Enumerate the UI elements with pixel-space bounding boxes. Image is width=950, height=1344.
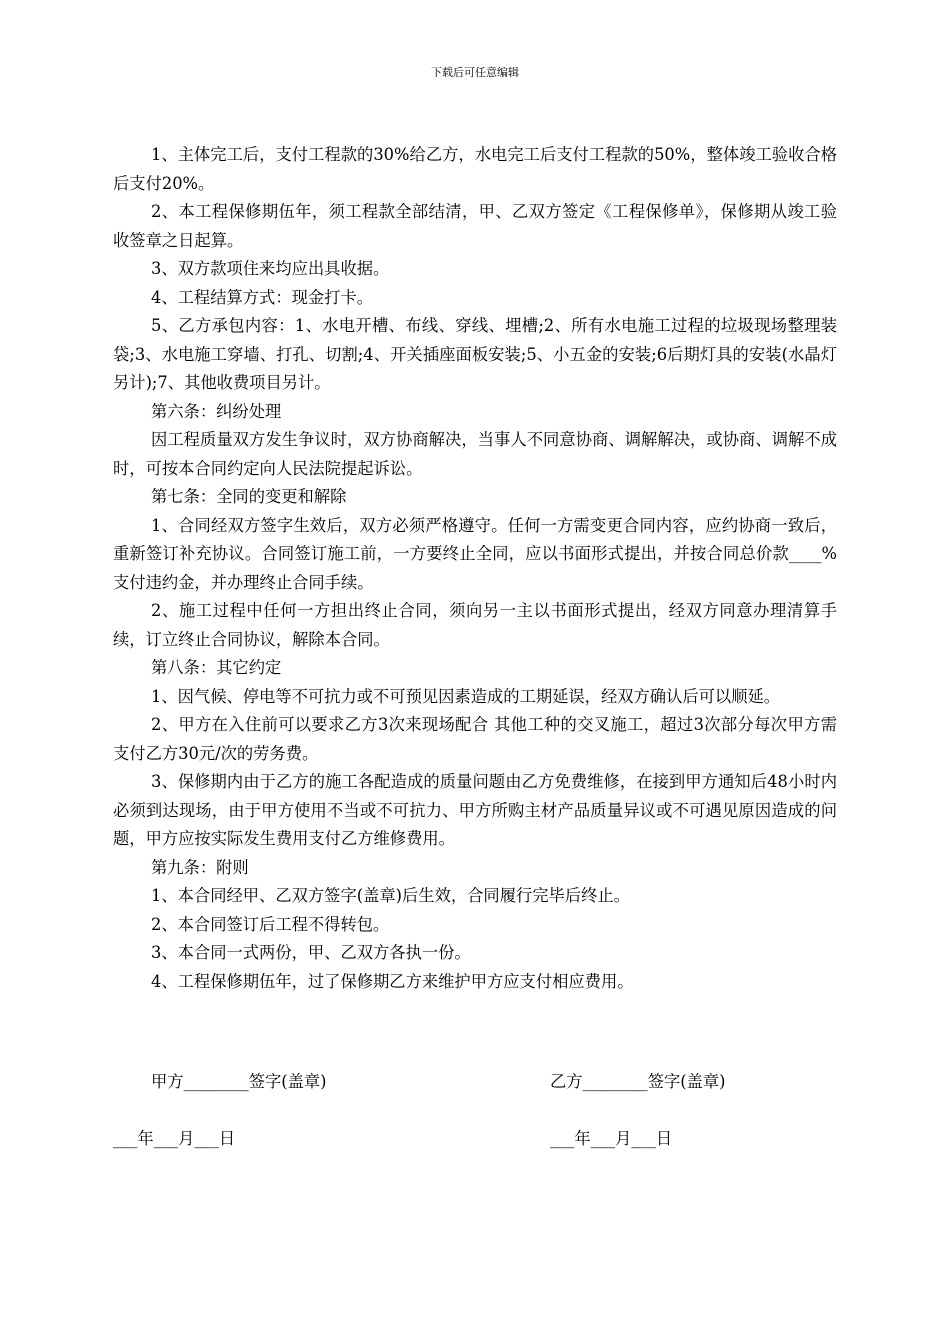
- party-b-date: ___年___月___日: [550, 1129, 673, 1148]
- clause-payment-schedule: 1、主体完工后，支付工程款的30%给乙方，水电完工后支付工程款的50%，整体竣工验收合格后支付20%。: [113, 145, 837, 193]
- clause-copies: 3、本合同一式两份，甲、乙双方各执一份。: [151, 943, 471, 962]
- section-heading-6: 第六条：纠纷处理: [151, 401, 282, 421]
- clause-force-majeure: 1、因气候、停电等不可抗力或不可预见因素造成的工期延误，经双方确认后可以顺延。: [151, 686, 781, 706]
- clause-warranty-period: 2、本工程保修期伍年，须工程款全部结清，甲、乙双方签定《工程保修单》，保修期从竣工验收签章之日起算。: [113, 202, 837, 250]
- section-heading-7: 第七条：全同的变更和解除: [151, 487, 347, 506]
- clause-amendment: 1、合同经双方签字生效后，双方必须严格遵守。任何一方需变更合同内容，应约协商一致后，重新签订补充协议。合同签订施工前，一方要终止全同，应以书面形式提出，并按合同总价款____%支付违约金，并办理终止合同手续。: [113, 515, 837, 592]
- clause-contract-scope: 5、乙方承包内容：1、水电开槽、布线、穿线、埋槽;2、所有水电施工过程的垃圾现场整理装袋;3、水电施工穿墙、打孔、切割;4、开关插座面板安装;5、小五金的安装;6后期灯具的安装(水晶灯另计);7、其他收费项目另计。: [113, 316, 837, 392]
- clause-site-visits: 2、甲方在入住前可以要求乙方3次来现场配合 其他工种的交叉施工，超过3次部分每次甲方需支付乙方30元/次的劳务费。: [113, 715, 837, 763]
- clause-effective: 1、本合同经甲、乙双方签字(盖章)后生效，合同履行完毕后终止。: [151, 886, 630, 905]
- section-heading-8: 第八条：其它约定: [151, 658, 282, 677]
- party-a-signature: 甲方________签字(盖章): [151, 1072, 327, 1091]
- clause-warranty-fee: 4、工程保修期伍年，过了保修期乙方来维护甲方应支付相应费用。: [151, 971, 634, 991]
- party-b-signature: 乙方________签字(盖章): [550, 1072, 726, 1091]
- clause-no-subcontract: 2、本合同签订后工程不得转包。: [151, 914, 390, 934]
- contract-body: [113, 141, 837, 996]
- clause-receipts: 3、双方款项住来均应出具收据。: [151, 259, 390, 278]
- clause-repair: 3、保修期内由于乙方的施工各配造成的质量问题由乙方免费维修，在接到甲方通知后48小时内必须到达现场，由于甲方使用不当或不可抗力、甲方所购主材产品质量异议或不可遇见原因造成的问题，甲方应按实际发生费用支付乙方维修费用。: [113, 772, 837, 848]
- party-a-date: ___年___月___日: [113, 1129, 236, 1148]
- clause-dispute: 因工程质量双方发生争议时，双方协商解决，当事人不同意协商、调解解决，或协商、调解不成时，可按本合同约定向人民法院提起诉讼。: [113, 430, 837, 478]
- clause-settlement-method: 4、工程结算方式：现金打卡。: [151, 287, 374, 307]
- section-heading-9: 第九条：附则: [151, 857, 249, 877]
- clause-termination: 2、施工过程中任何一方担出终止合同，须向另一主以书面形式提出，经双方同意办理清算手续，订立终止合同协议，解除本合同。: [113, 601, 837, 649]
- header-note: 下载后可任意编辑: [431, 66, 519, 79]
